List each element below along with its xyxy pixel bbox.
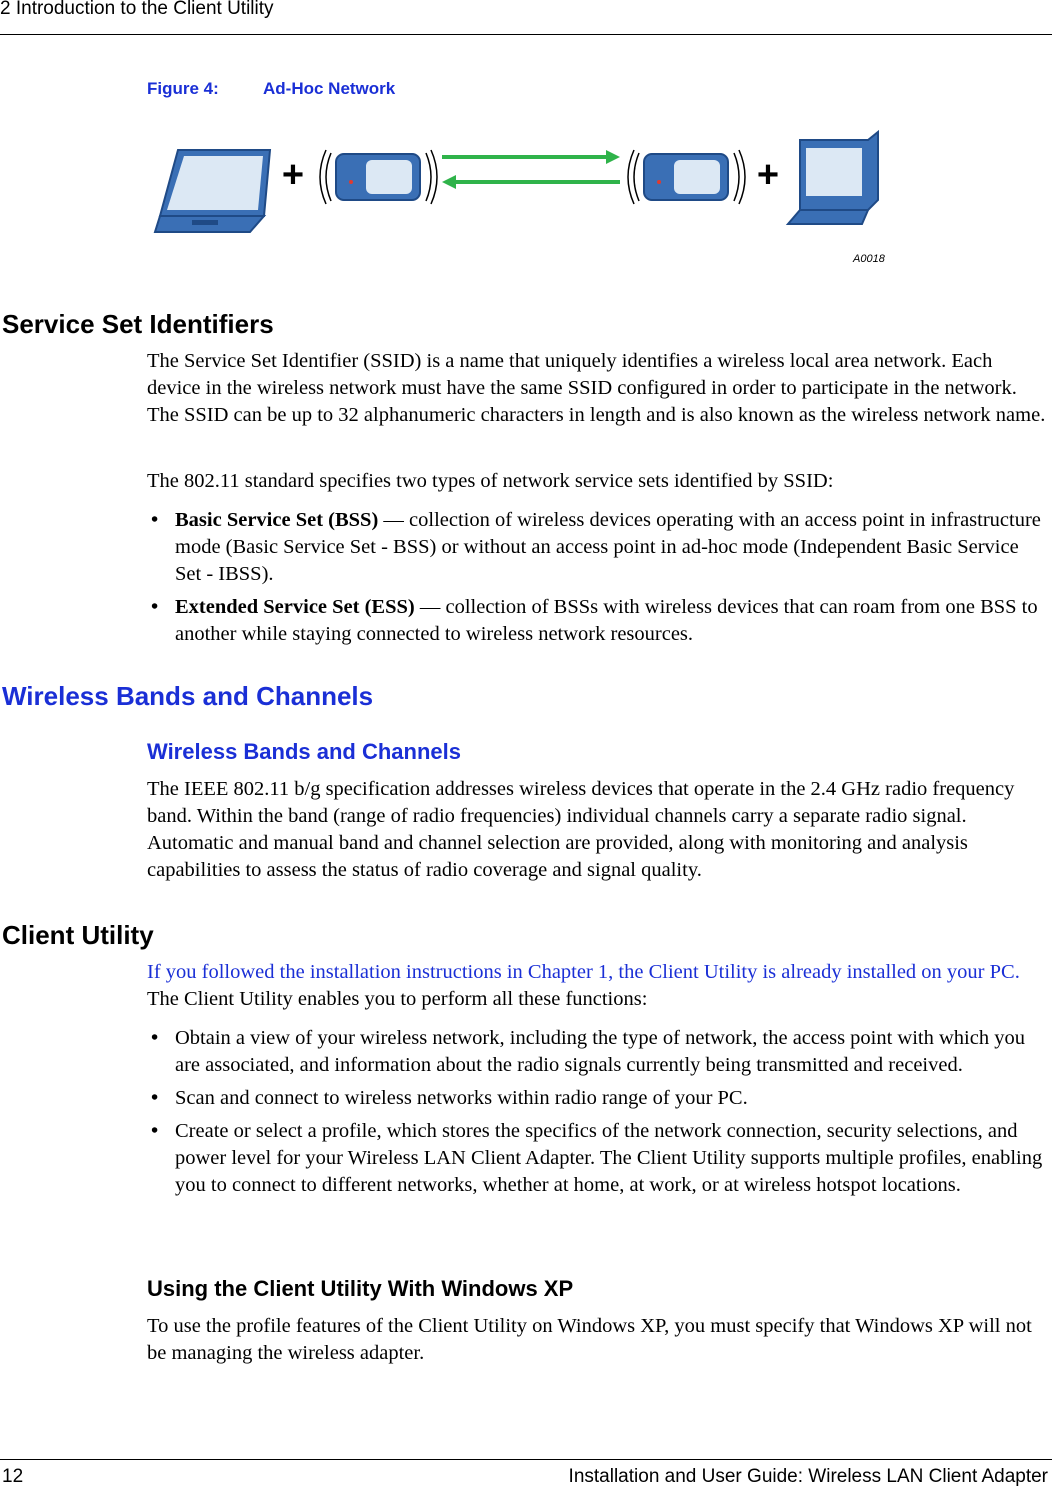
client-bullet-list xyxy=(147,1025,1047,1205)
bullet-term: Basic Service Set (BSS) xyxy=(175,509,379,531)
wireless-adapter-icon-right xyxy=(628,150,745,204)
bullet-dot: • xyxy=(151,596,159,618)
page-number: 12 xyxy=(2,1466,24,1487)
bullet-dot: • xyxy=(151,1120,159,1142)
bidirectional-link-arrows xyxy=(442,150,620,189)
heading-service-set-identifiers: Service Set Identifiers xyxy=(2,309,274,339)
plus-sign-right: + xyxy=(756,154,780,196)
figure-title: Ad-Hoc Network xyxy=(263,79,396,98)
wireless-adapter-icon-left xyxy=(320,150,437,204)
list-item xyxy=(147,1118,1047,1199)
desktop-computer-icon xyxy=(788,132,878,224)
bullet-text: Obtain a view of your wireless network, including the type of network, the access point with which you are associated, and information about the radio signals currently being transmitted and received. xyxy=(175,1027,1025,1076)
bullet-text: Create or select a profile, which stores the specifics of the network connection, security selections, and power level for your Wireless LAN Client Adapter. The Client Utility supports multiple profiles, enabling you to connect to different networks, whether at home, at work, or at wireless hotspot locations. xyxy=(175,1120,1043,1196)
figure-number: Figure 4: xyxy=(147,79,219,98)
client-paragraph-1 xyxy=(147,959,1047,1013)
bullet-text: — collection of wireless devices operating with an access point in infrastructure mode (Basic Service Set - BSS) or without an access point in ad-hoc mode (Independent Basic Service Set - IBSS). xyxy=(175,509,1041,585)
bullet-dot: • xyxy=(151,509,159,531)
client-paragraph-2: To use the profile features of the Client Utility on Windows XP, you must specify that Windows XP will not be managing the wireless adapter. xyxy=(147,1315,1032,1364)
ssid-paragraph-2: The 802.11 standard specifies two types of network service sets identified by SSID: xyxy=(147,470,834,492)
header-rule xyxy=(0,34,1052,35)
chapter-1-link[interactable]: If you followed the installation instructions in Chapter 1, the Client Utility is already installed on your PC. xyxy=(147,961,1020,983)
list-item xyxy=(147,507,1047,588)
laptop-icon xyxy=(155,150,270,232)
bullet-text: Scan and connect to wireless networks within radio range of your PC. xyxy=(175,1087,748,1109)
bullet-dot: • xyxy=(151,1087,159,1109)
list-item xyxy=(147,594,1047,648)
ad-hoc-network-diagram xyxy=(150,120,910,270)
footer-rule xyxy=(0,1459,1052,1460)
ssid-paragraph-1: The Service Set Identifier (SSID) is a name that uniquely identifies a wireless local area network. Each device in the wireless network must have the same SSID configured in order to participate in the network. The SSID can be up to 32 alphanumeric characters in length and is also known as the wireless network name. xyxy=(147,350,1046,426)
subheading-wireless-bands-and-channels: Wireless Bands and Channels xyxy=(147,739,462,764)
subheading-using-client-utility-with-windows-xp: Using the Client Utility With Windows XP xyxy=(147,1276,574,1301)
bullet-dot: • xyxy=(151,1027,159,1049)
bands-paragraph: The IEEE 802.11 b/g specification addresses wireless devices that operate in the 2.4 GHz radio frequency band. Within the band (range of radio frequencies) individual channels carry a separate radio signal. Automatic and manual band and channel selection are provided, along with monitoring and analysis capabilities to assess the status of radio coverage and signal quality. xyxy=(147,778,1015,881)
client-paragraph-1-rest: The Client Utility enables you to perform all these functions: xyxy=(147,988,648,1010)
figure-caption xyxy=(147,79,395,99)
plus-sign-left: + xyxy=(281,154,305,196)
page-header: 2 Introduction to the Client Utility xyxy=(0,0,274,19)
list-item xyxy=(147,1025,1047,1079)
footer-title: Installation and User Guide: Wireless LAN Client Adapter xyxy=(568,1466,1048,1487)
bullet-text: — collection of BSSs with wireless devices that can roam from one BSS to another while staying connected to wireless network resources. xyxy=(175,596,1038,645)
heading-client-utility: Client Utility xyxy=(2,920,154,950)
bullet-term: Extended Service Set (ESS) xyxy=(175,596,415,618)
heading-wireless-bands-and-channels: Wireless Bands and Channels xyxy=(2,681,374,711)
list-item xyxy=(147,1085,1047,1112)
figure-code: A0018 xyxy=(853,253,885,265)
ssid-bullet-list xyxy=(147,507,1047,654)
